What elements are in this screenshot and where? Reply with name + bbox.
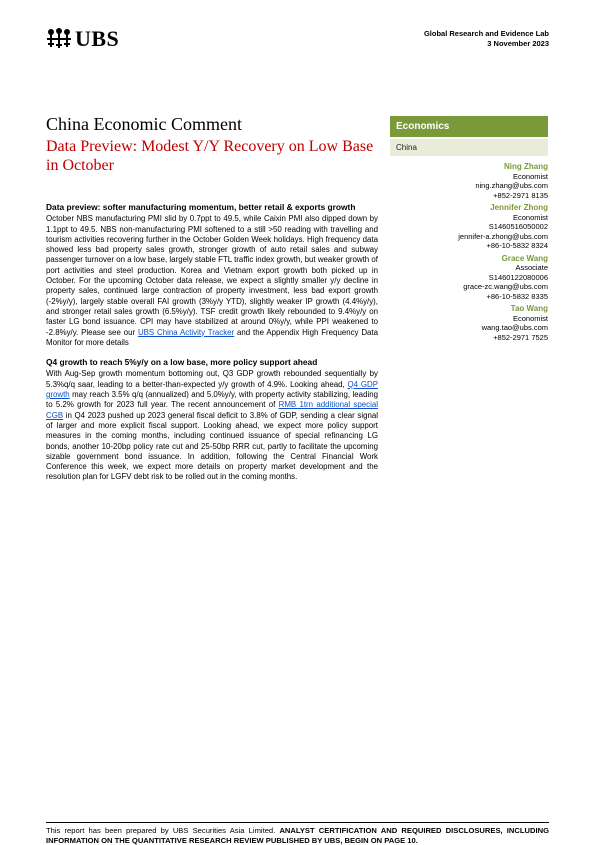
logo-text: UBS [75,26,120,51]
lab-name: Global Research and Evidence Lab [423,29,549,38]
paragraph-text: With Aug-Sep growth momentum bottoming out, Q3 GDP growth rebounded sequentially by 5.3%q/q saar, leading to a better-than-expected y/y growth of 4.9%. Looking ahead, [46,369,378,389]
sector-banner [390,116,548,137]
special-cgb-link[interactable]: RMB 1trn additional special CGB [46,400,378,420]
analyst-role: Economist [512,313,548,323]
analyst-name: Ning Zhang [504,162,548,171]
analyst-license: S1460516050002 [488,222,548,231]
paragraph-text: in Q4 2023 pushed up 2023 general fiscal deficit to 3.8% of GDP, sending a clear signal of larger and more explicit fiscal support. Looking ahead, we expect more policy support measures in the coming months, including continued issuance of special refinancing LG bonds, another 10-20bp policy rate cut and 25-50bp RRR cut, partly to facilitate the upcoming sizable government bond issuance. In addition, following the Central Financial Work Conference this week, we expect more details on property market development and the resolution plan for LGFV debt risk to be rolled out in the coming months. [46,410,378,482]
analyst-phone: +86-10-5832 8324 [486,241,548,250]
analyst-phone: +86-10-5832 8335 [486,291,548,301]
paragraph-text: and the Appendix High Frequency Data Monitor for more details [46,327,379,347]
analyst-phone: +852-2971 7525 [493,332,548,342]
section-paragraph [46,369,378,482]
section-paragraph [46,214,378,348]
footer-divider [46,822,549,823]
analyst-email[interactable]: ning.zhang@ubs.com [475,181,548,190]
analyst-card [458,162,548,200]
analyst-card [458,203,548,251]
analyst-list [458,162,548,345]
analyst-role: Associate [515,263,548,272]
footer-disclosure: ANALYST CERTIFICATION AND REQUIRED DISCLOSURES, INCLUDING INFORMATION ON THE QUANTITATIVE RESEARCH REVIEW PUBLISHED BY UBS, BEGIN ON PAGE 10. [46,826,549,845]
analyst-email[interactable]: grace-zc.wang@ubs.com [463,282,548,291]
analyst-email[interactable]: jennifer-a.zhong@ubs.com [458,231,548,241]
paragraph-text: October NBS manufacturing PMI slid by 0.7ppt to 49.5, while Caixin PMI also dipped down by 1.1ppt to 49.5. NBS non-manufacturing PMI softened to a still >50 reading with travelling and tourism activities recovering further in the October Golden Week holidays. High frequency data showed less bad property sales growth, stronger growth of auto retail sales and subway passenger turnover on a low base, largely stable FTL traffic index growth, but weaker growth of port activities and steel production. Korea and Vietnam export growth both picked up in October. For the upcoming October data release, we expect a slightly smaller y/y decline in property sales, continued large contraction of property investment, less bad export growth (-2%y/y), largely stable overall FAI growth (3%y/y YTD), slightly weaker IP growth (4.4%y/y), and stronger retail sales growth (6.5%y/y). TSF credit growth likely rebounded to 9.4%y/y on faster LG bond issuance. CPI may have stabilized at around 0%y/y, while PPI weakened to -2.8%y/y. Please see our [46,214,378,337]
ubs-logo [46,27,119,51]
region-banner [390,139,548,156]
analyst-phone: +852-2971 8135 [493,190,548,200]
keys-icon [46,27,72,51]
q4-gdp-growth-link[interactable]: Q4 GDP growth [46,379,378,400]
section-heading: Q4 growth to reach 5%y/y on a low base, more policy support ahead [46,357,318,368]
analyst-email[interactable]: wang.tao@ubs.com [481,323,548,332]
sector-label: Economics [396,121,450,132]
section-heading: Data preview: softer manufacturing momentum, better retail & exports growth [46,202,356,212]
report-subtitle: Data Preview: Modest Y/Y Recovery on Low Base in October [46,138,374,174]
report-title: China Economic Comment [46,114,242,134]
analyst-name: Jennifer Zhong [490,203,548,212]
disclosure-footer [46,826,549,845]
analyst-name: Tao Wang [510,304,548,313]
analyst-card [458,304,548,342]
analyst-card [458,254,548,302]
report-date: 3 November 2023 [487,39,549,48]
activity-tracker-link[interactable]: UBS China Activity Tracker [137,327,235,337]
footer-text: This report has been prepared by UBS Securities Asia Limited. [46,826,280,835]
header-meta [424,29,549,49]
analyst-role: Economist [512,212,548,222]
analyst-name: Grace Wang [501,253,548,263]
analyst-license: S1460122080006 [488,272,548,282]
paragraph-text: may reach 3.5% q/q (annualized) and 5.0%y/y, with property activity stabilizing, leading to 5.2% growth for 2023 full year. The recent announcement of [46,390,378,410]
analyst-role: Economist [512,171,548,181]
main-content [46,202,378,492]
region-label: China [396,143,417,152]
